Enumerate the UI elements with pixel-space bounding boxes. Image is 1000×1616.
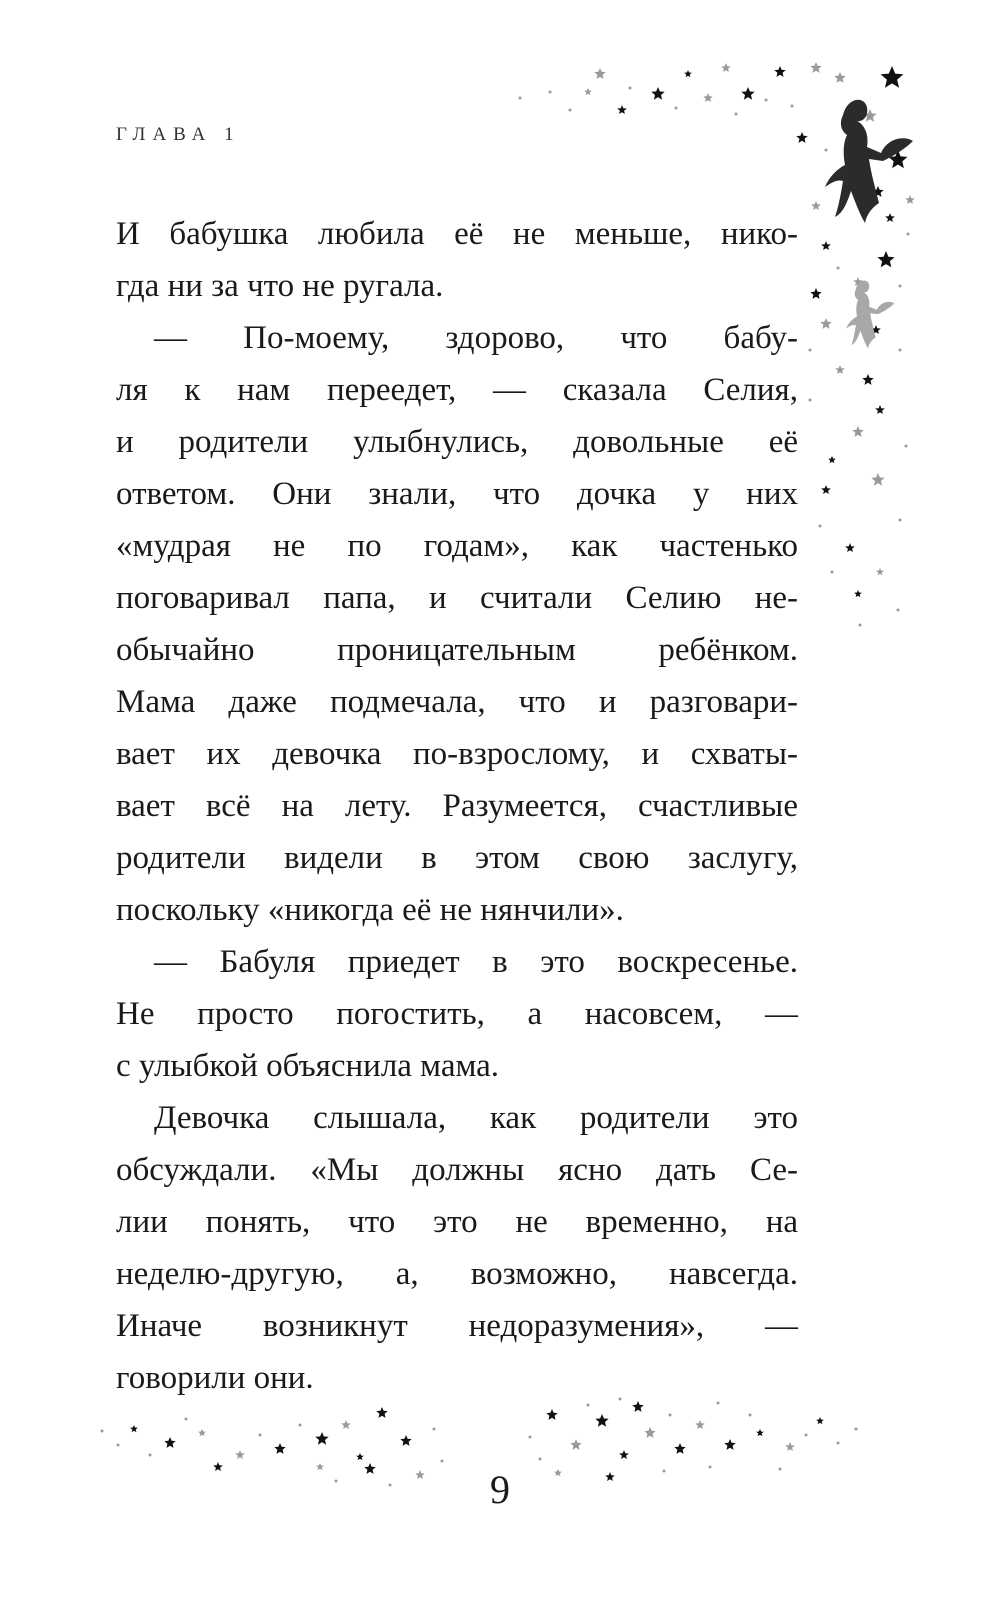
sparkle-dot xyxy=(549,91,552,94)
star-icon xyxy=(644,1427,655,1438)
star-icon xyxy=(881,66,904,88)
star-icon xyxy=(845,543,855,552)
sparkle-dot xyxy=(117,1444,120,1447)
star-icon xyxy=(619,1450,629,1459)
star-icon xyxy=(905,195,915,204)
star-icon xyxy=(364,1463,375,1474)
star-icon xyxy=(376,1407,387,1418)
sparkle-dot xyxy=(805,1434,808,1437)
star-icon xyxy=(828,456,836,463)
star-icon xyxy=(684,70,692,77)
text-line: — Бабуля приедет в это воскресенье. xyxy=(154,944,798,980)
text-line: говорили они. xyxy=(116,1360,314,1396)
star-icon xyxy=(274,1443,285,1454)
sparkle-dot xyxy=(259,1434,262,1437)
bottom-stars-decoration xyxy=(90,1385,870,1505)
sparkle-dot xyxy=(765,99,768,102)
text-line: и родители улыбнулись, довольные её xyxy=(116,424,798,460)
star-icon xyxy=(834,72,845,83)
sparkle-dot xyxy=(709,1466,712,1469)
sparkle-dot xyxy=(819,525,822,528)
text-line: вает всё на лету. Разумеется, счастливые xyxy=(116,788,798,824)
text-line: Не просто погостить, а насовсем, — xyxy=(116,996,798,1032)
star-icon xyxy=(741,87,754,100)
sparkle-dot xyxy=(837,1442,840,1445)
star-icon xyxy=(821,485,831,494)
sparkle-dot xyxy=(101,1430,104,1433)
sparkle-dot xyxy=(831,571,834,574)
star-icon xyxy=(554,1469,562,1476)
text-line: — По-моему, здорово, что бабу- xyxy=(154,320,798,356)
star-icon xyxy=(570,1439,581,1450)
sparkle-dot xyxy=(859,624,862,627)
sparkle-dot xyxy=(619,1398,622,1401)
sparkle-dot xyxy=(149,1454,152,1457)
text-line: поговаривал папа, и считали Селию не- xyxy=(116,580,798,616)
star-icon xyxy=(885,213,895,222)
sparkle-dot xyxy=(389,1484,392,1487)
star-icon xyxy=(875,405,885,414)
sparkle-dot xyxy=(519,97,522,100)
star-icon xyxy=(415,1470,425,1479)
star-icon xyxy=(721,63,731,72)
sparkle-dot xyxy=(837,267,840,270)
star-icon xyxy=(316,1463,324,1470)
sparkle-dot xyxy=(433,1428,436,1431)
sparkle-dot xyxy=(907,233,910,236)
chapter-label: ГЛАВА 1 xyxy=(116,124,241,145)
sparkle-dot xyxy=(299,1424,302,1427)
star-icon xyxy=(816,1417,824,1424)
text-line: неделю-другую, а, возможно, навсегда. xyxy=(116,1256,798,1292)
star-icon xyxy=(811,201,821,210)
sparkle-dot xyxy=(185,1418,188,1421)
text-line: обсуждали. «Мы должны ясно дать Се- xyxy=(116,1152,798,1188)
text-line: ответом. Они знали, что дочка у них xyxy=(116,476,798,512)
sparkle-dot xyxy=(669,1414,672,1417)
text-line: поскольку «никогда её не нянчили». xyxy=(116,892,624,928)
sparkle-dot xyxy=(735,113,738,116)
star-icon xyxy=(130,1425,138,1432)
sparkle-dot xyxy=(717,1402,720,1405)
text-line: родители видели в этом свою заслугу, xyxy=(116,840,798,876)
star-icon xyxy=(356,1453,364,1460)
page-number: 9 xyxy=(490,1467,510,1512)
star-icon xyxy=(785,1442,795,1451)
sparkle-dot xyxy=(587,1404,590,1407)
star-icon xyxy=(871,473,884,486)
star-icon xyxy=(605,1472,615,1481)
text-line: обычайно проницательным ребёнком. xyxy=(116,632,798,668)
sparkle-dot xyxy=(629,87,632,90)
star-icon xyxy=(852,426,863,437)
text-line: ля к нам переедет, — сказала Селия, xyxy=(116,372,798,408)
sparkle-dot xyxy=(663,1470,666,1473)
sparkle-dot xyxy=(855,1428,858,1431)
text-line: Иначе возникнут недоразумения», — xyxy=(116,1308,798,1344)
star-icon xyxy=(198,1429,206,1436)
sparkle-dot xyxy=(779,1468,782,1471)
star-icon xyxy=(810,62,821,73)
star-icon xyxy=(651,87,664,100)
star-icon xyxy=(810,288,821,299)
star-icon xyxy=(876,568,884,575)
sparkle-dot xyxy=(539,1458,542,1461)
sparkle-dot xyxy=(809,349,812,352)
star-icon xyxy=(546,1409,557,1420)
text-line: И бабушка любила её не меньше, нико- xyxy=(116,216,798,252)
text-line: с улыбкой объяснила мама. xyxy=(116,1048,500,1084)
star-icon xyxy=(594,68,605,79)
sparkle-dot xyxy=(749,1414,752,1417)
star-icon xyxy=(632,1401,643,1412)
star-icon xyxy=(213,1462,223,1471)
star-icon xyxy=(341,1420,351,1429)
star-icon xyxy=(695,1420,705,1429)
small-fairy-silhouette-icon xyxy=(846,281,894,349)
sparkle-dot xyxy=(441,1460,444,1463)
sparkle-dot xyxy=(335,1480,338,1483)
sparkle-dot xyxy=(825,149,828,152)
text-line: «мудрая не по годам», как частенько xyxy=(116,528,798,564)
text-line: вает их девочка по-взрослому, и схваты- xyxy=(116,736,798,772)
star-icon xyxy=(584,88,592,95)
sparkle-dot xyxy=(569,109,572,112)
star-icon xyxy=(164,1437,175,1448)
text-line: Мама даже подмечала, что и разговари- xyxy=(116,684,798,720)
star-icon xyxy=(724,1439,735,1450)
star-icon xyxy=(315,1432,328,1445)
star-icon xyxy=(400,1435,411,1446)
sparkle-dot xyxy=(897,609,900,612)
sparkle-dot xyxy=(529,1436,532,1439)
sparkle-dot xyxy=(905,445,908,448)
sparkle-dot xyxy=(809,399,812,402)
star-icon xyxy=(862,374,873,385)
sparkle-dot xyxy=(675,107,678,110)
sparkle-dot xyxy=(791,105,794,108)
star-icon xyxy=(820,318,831,329)
star-icon xyxy=(235,1450,245,1459)
text-line: гда ни за что не ругала. xyxy=(116,268,444,304)
star-icon xyxy=(703,93,713,102)
star-icon xyxy=(854,590,862,597)
star-icon xyxy=(796,132,807,143)
star-icon xyxy=(821,241,831,250)
star-icon xyxy=(595,1414,608,1427)
text-line: Девочка слышала, как родители это xyxy=(154,1100,798,1136)
corner-stars-decoration xyxy=(480,50,980,650)
text-line: лии понять, что это не временно, на xyxy=(116,1204,798,1240)
sparkle-dot xyxy=(899,285,902,288)
star-icon xyxy=(877,251,894,267)
star-icon xyxy=(774,66,785,77)
sparkle-dot xyxy=(899,519,902,522)
sparkle-dot xyxy=(899,349,902,352)
star-icon xyxy=(617,105,627,114)
star-icon xyxy=(835,365,845,374)
star-icon xyxy=(674,1443,685,1454)
star-icon xyxy=(756,1429,764,1436)
